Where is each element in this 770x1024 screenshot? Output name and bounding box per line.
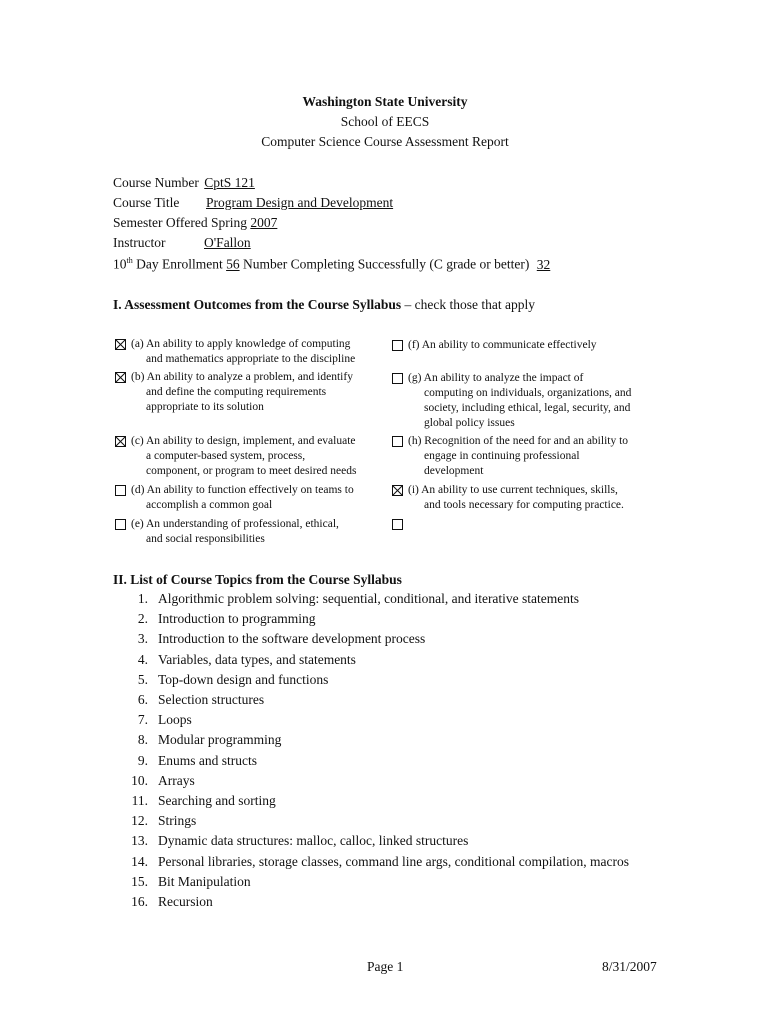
topic-text: Enums and structs (158, 752, 257, 768)
checked-checkbox-right-3[interactable] (392, 485, 403, 496)
outcome-text-left-0-line-1: and mathematics appropriate to the discipline (146, 353, 356, 365)
enrollment-value: 56 (226, 256, 240, 272)
topic-number: 1. (137, 591, 148, 606)
checkbox-left-3[interactable] (115, 485, 126, 496)
outcome-text-left-3-line-0: (d) An ability to function effectively on teams to (131, 484, 354, 496)
outcome-text-right-2-line-1: engage in continuing professional (424, 450, 580, 462)
topic-number: 14. (131, 853, 148, 869)
topic-text: Introduction to the software development process (158, 631, 426, 647)
topic-text: Personal libraries, storage classes, command line args, conditional compilation, macros (158, 853, 630, 869)
checkbox-right-0[interactable] (392, 340, 403, 351)
topic-number: 11. (131, 793, 148, 808)
checked-checkbox-left-0[interactable] (115, 339, 126, 350)
outcome-text-left-2-line-0: (c) An ability to design, implement, and evaluate (131, 435, 356, 447)
school-name: School of EECS (340, 114, 430, 129)
section1-heading-bold: I. Assessment Outcomes from the Course Syllabus (113, 297, 402, 312)
outcome-text-right-0-line-0: (f) An ability to communicate effectively (408, 339, 597, 351)
topic-text: Introduction to programming (158, 611, 316, 627)
university-name: Washington State University (302, 94, 468, 109)
checkbox-right-2[interactable] (392, 436, 403, 447)
section2-heading: II. List of Course Topics from the Course Syllabus (113, 572, 402, 587)
topic-number: 16. (131, 894, 148, 909)
topic-number: 13. (131, 833, 148, 849)
section1-heading-rest: – check those that apply (401, 297, 535, 312)
outcome-text-left-3-line-1: accomplish a common goal (146, 499, 273, 511)
outcome-text-left-1-line-2: appropriate to its solution (146, 401, 264, 413)
instructor-label: Instructor (113, 235, 166, 250)
checked-checkbox-left-1[interactable] (115, 372, 126, 383)
topic-text: Searching and sorting (158, 793, 276, 808)
outcome-text-right-3-line-0: (i) An ability to use current techniques, skills, (408, 484, 618, 496)
outcome-text-right-1-line-1: computing on individuals, organizations, and (424, 387, 632, 399)
topic-number: 15. (131, 873, 148, 889)
course-title-label: Course Title (113, 195, 180, 210)
completing-value: 32 (536, 256, 551, 272)
semester-row (113, 215, 277, 231)
checked-checkbox-left-2[interactable] (115, 436, 126, 447)
outcome-text-right-1-line-0: (g) An ability to analyze the impact of (408, 372, 584, 384)
section1-heading (113, 297, 535, 313)
topic-number: 5. (137, 671, 148, 687)
checkbox-right-4[interactable] (392, 519, 403, 530)
topic-number: 3. (137, 631, 148, 647)
topic-number: 2. (137, 611, 148, 627)
enrollment-day: 10 (113, 256, 127, 272)
topic-number: 12. (131, 813, 148, 829)
topic-text: Top-down design and functions (158, 671, 329, 687)
topic-number: 4. (137, 651, 148, 667)
topic-number: 6. (137, 692, 148, 707)
outcome-text-left-0-line-0: (a) An ability to apply knowledge of computing (131, 338, 351, 350)
topic-text: Strings (158, 813, 197, 829)
topic-text: Arrays (158, 772, 195, 788)
topic-text: Algorithmic problem solving: sequential, conditional, and iterative statements (158, 591, 580, 606)
outcome-text-left-4-line-1: and social responsibilities (146, 533, 265, 545)
outcome-text-left-2-line-2: component, or program to meet desired needs (146, 465, 357, 477)
outcome-text-left-1-line-0: (b) An ability to analyze a problem, and identify (131, 371, 353, 383)
outcome-text-right-2-line-2: development (424, 465, 484, 477)
course-number-value: CptS 121 (204, 175, 255, 190)
topic-text: Recursion (158, 894, 213, 909)
topic-number: 7. (137, 712, 148, 728)
report-title: Computer Science Course Assessment Report (261, 134, 509, 149)
outcome-text-right-1-line-3: global policy issues (424, 417, 515, 429)
outcome-text-right-1-line-2: society, including ethical, legal, security, and (424, 402, 631, 414)
checkbox-right-1[interactable] (392, 373, 403, 384)
topic-text: Selection structures (158, 692, 265, 707)
topic-text: Bit Manipulation (158, 873, 251, 889)
topic-text: Dynamic data structures: malloc, calloc, linked structures (158, 833, 469, 849)
semester-year: 2007 (250, 215, 278, 230)
outcome-text-left-2-line-1: a computer-based system, process, (146, 450, 306, 462)
topic-number: 10. (131, 772, 148, 788)
topic-number: 8. (137, 732, 148, 748)
completing-label: Number Completing Successfully (C grade or better) (242, 256, 530, 272)
course-number-row (113, 175, 255, 191)
enrollment-label: Day Enrollment (132, 256, 223, 272)
footer-date: 8/31/2007 (602, 959, 657, 974)
enrollment-row (113, 256, 550, 273)
course-number-label: Course Number (113, 175, 199, 190)
instructor-value: O'Fallon (204, 235, 251, 250)
enrollment-day-suffix: th (126, 256, 133, 265)
outcome-text-left-4-line-0: (e) An understanding of professional, ethical, (131, 518, 339, 530)
topic-text: Modular programming (158, 732, 282, 748)
semester-label: Semester Offered Spring (113, 215, 247, 230)
topic-text: Loops (158, 712, 192, 728)
course-title-value: Program Design and Development (206, 195, 394, 210)
topic-text: Variables, data types, and statements (158, 651, 356, 667)
outcome-text-right-2-line-0: (h) Recognition of the need for and an ability to (408, 435, 629, 447)
outcome-text-left-1-line-1: and define the computing requirements (146, 386, 327, 398)
outcome-text-right-3-line-1: and tools necessary for computing practice. (424, 499, 624, 511)
page-number: Page 1 (367, 959, 404, 974)
topic-number: 9. (137, 752, 148, 768)
checkbox-left-4[interactable] (115, 519, 126, 530)
